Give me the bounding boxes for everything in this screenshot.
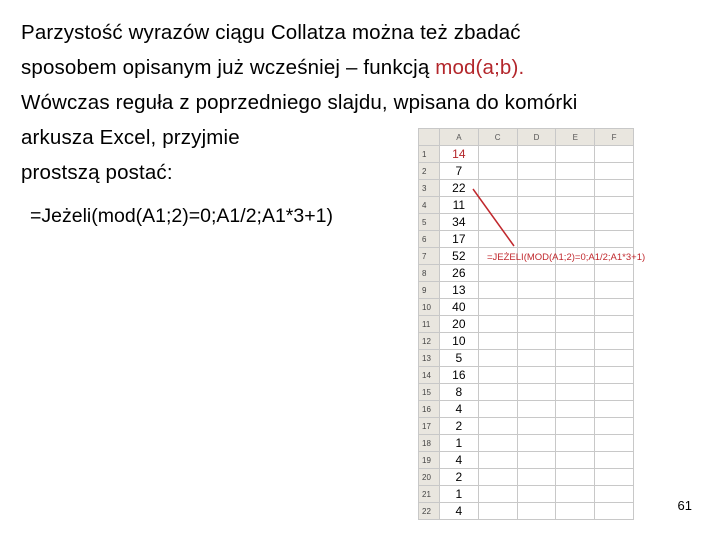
table-row	[419, 180, 634, 197]
row-header: 12	[419, 333, 440, 350]
row-header: 13	[419, 350, 440, 367]
empty-cell	[556, 350, 595, 367]
table-row	[419, 469, 634, 486]
empty-cell	[556, 146, 595, 163]
cell-a-value: 11	[439, 197, 478, 214]
empty-cell	[478, 486, 517, 503]
empty-cell	[595, 452, 634, 469]
empty-cell	[556, 486, 595, 503]
table-row	[419, 452, 634, 469]
table-row	[419, 384, 634, 401]
text-line-3: Wówczas reguła z poprzedniego slajdu, wpisana do komórki	[21, 91, 578, 114]
empty-cell	[478, 163, 517, 180]
empty-cell	[556, 282, 595, 299]
empty-cell	[517, 146, 556, 163]
cell-a-value: 7	[439, 163, 478, 180]
row-header: 7	[419, 248, 440, 265]
cell-a-value: 34	[439, 214, 478, 231]
empty-cell	[556, 503, 595, 520]
empty-cell	[478, 197, 517, 214]
cell-a-value: 2	[439, 418, 478, 435]
empty-cell	[595, 299, 634, 316]
table-row	[419, 146, 634, 163]
empty-cell	[595, 333, 634, 350]
column-header-a: A	[439, 129, 478, 146]
cell-a-value: 17	[439, 231, 478, 248]
cell-a-value: 40	[439, 299, 478, 316]
column-header-c: C	[478, 129, 517, 146]
empty-cell	[556, 333, 595, 350]
empty-cell	[595, 231, 634, 248]
table-row	[419, 418, 634, 435]
empty-cell	[595, 486, 634, 503]
row-header: 10	[419, 299, 440, 316]
empty-cell	[556, 384, 595, 401]
empty-cell	[478, 384, 517, 401]
cell-a-value: 4	[439, 452, 478, 469]
text-line-4: arkusza Excel, przyjmie	[21, 126, 240, 149]
table-row	[419, 231, 634, 248]
empty-cell	[595, 384, 634, 401]
cell-a-value: 16	[439, 367, 478, 384]
empty-cell	[478, 469, 517, 486]
cell-a-value: 10	[439, 333, 478, 350]
corner-cell	[419, 129, 440, 146]
empty-cell	[478, 350, 517, 367]
cell-a-value: 13	[439, 282, 478, 299]
row-header: 17	[419, 418, 440, 435]
empty-cell	[517, 316, 556, 333]
cell-a-value: 52	[439, 248, 478, 265]
cell-a-value: 14	[439, 146, 478, 163]
empty-cell	[517, 333, 556, 350]
empty-cell	[595, 163, 634, 180]
empty-cell	[478, 282, 517, 299]
table-row	[419, 401, 634, 418]
empty-cell	[517, 163, 556, 180]
table-row	[419, 163, 634, 180]
empty-cell	[478, 316, 517, 333]
column-header-e: E	[556, 129, 595, 146]
row-header: 1	[419, 146, 440, 163]
empty-cell	[478, 333, 517, 350]
empty-cell	[478, 265, 517, 282]
empty-cell	[595, 265, 634, 282]
empty-cell	[517, 214, 556, 231]
text-line-2	[21, 56, 524, 80]
empty-cell	[517, 231, 556, 248]
empty-cell	[595, 350, 634, 367]
empty-cell	[556, 299, 595, 316]
empty-cell	[517, 282, 556, 299]
text-line-1: Parzystość wyrazów ciągu Collatza można też zbadać	[21, 21, 521, 44]
empty-cell	[595, 282, 634, 299]
row-header: 14	[419, 367, 440, 384]
row-header: 6	[419, 231, 440, 248]
cell-a-value: 4	[439, 503, 478, 520]
empty-cell	[556, 469, 595, 486]
empty-cell	[517, 435, 556, 452]
table-row	[419, 197, 634, 214]
row-header: 8	[419, 265, 440, 282]
empty-cell	[517, 418, 556, 435]
row-header: 3	[419, 180, 440, 197]
empty-cell	[595, 180, 634, 197]
empty-cell	[478, 503, 517, 520]
cell-a-value: 4	[439, 401, 478, 418]
empty-cell	[478, 401, 517, 418]
excel-formula-text: =Jeżeli(mod(A1;2)=0;A1/2;A1*3+1)	[30, 205, 333, 227]
table-row	[419, 299, 634, 316]
empty-cell	[478, 452, 517, 469]
cell-a-value: 22	[439, 180, 478, 197]
row-header: 5	[419, 214, 440, 231]
row-header: 18	[419, 435, 440, 452]
column-header-row	[419, 129, 634, 146]
table-row	[419, 214, 634, 231]
empty-cell	[478, 435, 517, 452]
empty-cell	[556, 452, 595, 469]
table-row	[419, 333, 634, 350]
empty-cell	[556, 231, 595, 248]
empty-cell	[556, 265, 595, 282]
table-row	[419, 503, 634, 520]
page-number: 61	[677, 498, 692, 513]
text-line-5: prostszą postać:	[21, 161, 173, 184]
cell-a-value: 2	[439, 469, 478, 486]
empty-cell	[556, 214, 595, 231]
empty-cell	[595, 401, 634, 418]
empty-cell	[517, 265, 556, 282]
empty-cell	[595, 435, 634, 452]
empty-cell	[595, 214, 634, 231]
row-header: 2	[419, 163, 440, 180]
empty-cell	[478, 214, 517, 231]
empty-cell	[517, 350, 556, 367]
empty-cell	[595, 418, 634, 435]
row-header: 11	[419, 316, 440, 333]
empty-cell	[517, 180, 556, 197]
empty-cell	[556, 163, 595, 180]
empty-cell	[478, 367, 517, 384]
column-header-d: D	[517, 129, 556, 146]
row-header: 22	[419, 503, 440, 520]
table-row	[419, 282, 634, 299]
row-header: 15	[419, 384, 440, 401]
empty-cell	[556, 197, 595, 214]
empty-cell	[595, 146, 634, 163]
text-line-2-prefix: sposobem opisanym już wcześniej – funkcją	[21, 56, 436, 79]
spreadsheet-grid	[418, 128, 634, 520]
column-header-f: F	[595, 129, 634, 146]
table-row	[419, 367, 634, 384]
empty-cell	[517, 452, 556, 469]
row-header: 21	[419, 486, 440, 503]
empty-cell	[478, 299, 517, 316]
empty-cell	[517, 384, 556, 401]
cell-a-value: 26	[439, 265, 478, 282]
empty-cell	[517, 486, 556, 503]
row-header: 16	[419, 401, 440, 418]
cell-a-value: 8	[439, 384, 478, 401]
empty-cell	[556, 180, 595, 197]
table-row	[419, 486, 634, 503]
empty-cell	[556, 316, 595, 333]
empty-cell	[478, 231, 517, 248]
empty-cell	[556, 418, 595, 435]
empty-cell	[478, 418, 517, 435]
table-row	[419, 435, 634, 452]
empty-cell	[595, 469, 634, 486]
table-row	[419, 316, 634, 333]
empty-cell	[595, 367, 634, 384]
mod-function-highlight: mod(a;b).	[435, 56, 525, 79]
spreadsheet-screenshot	[418, 128, 634, 518]
formula-annotation: =JEŻELI(MOD(A1;2)=0;A1/2;A1*3+1)	[487, 252, 646, 263]
row-header: 19	[419, 452, 440, 469]
empty-cell	[517, 469, 556, 486]
empty-cell	[478, 180, 517, 197]
empty-cell	[517, 367, 556, 384]
empty-cell	[595, 503, 634, 520]
row-header: 4	[419, 197, 440, 214]
empty-cell	[556, 401, 595, 418]
cell-a-value: 1	[439, 435, 478, 452]
empty-cell	[517, 197, 556, 214]
empty-cell	[478, 146, 517, 163]
row-header: 20	[419, 469, 440, 486]
empty-cell	[556, 367, 595, 384]
empty-cell	[517, 503, 556, 520]
empty-cell	[595, 316, 634, 333]
empty-cell	[556, 435, 595, 452]
cell-a-value: 1	[439, 486, 478, 503]
empty-cell	[517, 401, 556, 418]
table-row	[419, 265, 634, 282]
empty-cell	[595, 197, 634, 214]
row-header: 9	[419, 282, 440, 299]
spreadsheet-body	[419, 146, 634, 520]
cell-a-value: 5	[439, 350, 478, 367]
empty-cell	[517, 299, 556, 316]
table-row	[419, 350, 634, 367]
cell-a-value: 20	[439, 316, 478, 333]
